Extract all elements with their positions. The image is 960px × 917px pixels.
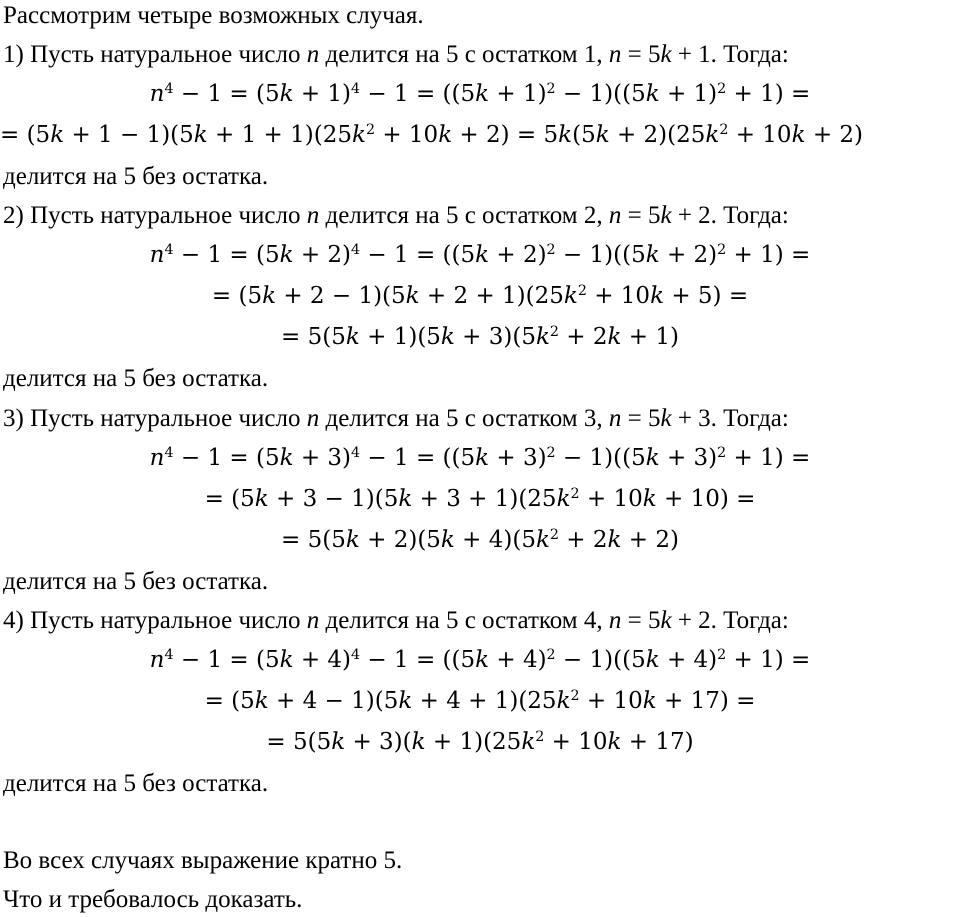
case-3-equation-line-2: = $(5k + 3 - 1)(5k + 3 + 1)(25k^2 + 10k + 10)$ =	[204, 486, 756, 512]
intro-text: Рассмотрим четыре возможных случая.	[3, 2, 424, 29]
case-2-equation-line-3: = $5(5k + 1)(5k + 3)(5k^2 + 2k + 1)$	[281, 324, 679, 350]
case-3-conclusion: делится на 5 без остатка.	[3, 568, 269, 595]
case-2-equation-line-2: = $(5k + 2 - 1)(5k + 2 + 1)(25k^2 + 10k + 5)$ =	[211, 283, 749, 309]
case-4-equation-line-2: = $(5k + 4 - 1)(5k + 4 + 1)(25k^2 + 10k + 17)$ =	[204, 688, 756, 714]
case-2-conclusion: делится на 5 без остатка.	[3, 365, 269, 392]
case-3-equation-line-3: = $5(5k + 2)(5k + 4)(5k^2 + 2k + 2)$	[281, 527, 679, 553]
case-2-header: 2) Пусть натуральное число n делится на 5 с остатком 2, n = 5k + 2. Тогда:	[3, 202, 789, 229]
case-3-equation-line-1: $n^4 - 1 = (5k + 3)^4 - 1 = ((5k + 3)^2 - 1)((5k + 3)^2 + 1)$ =	[149, 445, 811, 471]
summary-text: Во всех случаях выражение кратно 5.	[3, 847, 403, 874]
case-1-equation-line-1: $n^4 - 1 = (5k + 1)^4 - 1 = ((5k + 1)^2 - 1)((5k + 1)^2 + 1)$ =	[149, 81, 811, 107]
case-4-header: 4) Пусть натуральное число n делится на 5 с остатком 4, n = 5k + 2. Тогда:	[3, 607, 789, 634]
case-1-conclusion: делится на 5 без остатка.	[3, 163, 269, 190]
qed-text: Что и требовалось доказать.	[3, 886, 303, 913]
case-3-header: 3) Пусть натуральное число n делится на 5 с остатком 3, n = 5k + 3. Тогда:	[3, 405, 789, 432]
case-4-conclusion: делится на 5 без остатка.	[3, 770, 269, 797]
case-2-equation-line-1: $n^4 - 1 = (5k + 2)^4 - 1 = ((5k + 2)^2 - 1)((5k + 2)^2 + 1)$ =	[149, 242, 811, 268]
case-4-equation-line-1: $n^4 - 1 = (5k + 4)^4 - 1 = ((5k + 4)^2 - 1)((5k + 4)^2 + 1)$ =	[149, 647, 811, 673]
case-1-header: 1) Пусть натуральное число n делится на 5 с остатком 1, n = 5k + 1. Тогда:	[3, 41, 789, 68]
case-4-equation-line-3: = $5(5k + 3)(k + 1)(25k^2 + 10k + 17)$	[266, 729, 694, 755]
case-1-equation-line-2: = $(5k + 1 - 1)(5k + 1 + 1)(25k^2 + 10k + 2) = 5k(5k + 2)(25k^2 + 10k + 2)$	[0, 122, 864, 148]
